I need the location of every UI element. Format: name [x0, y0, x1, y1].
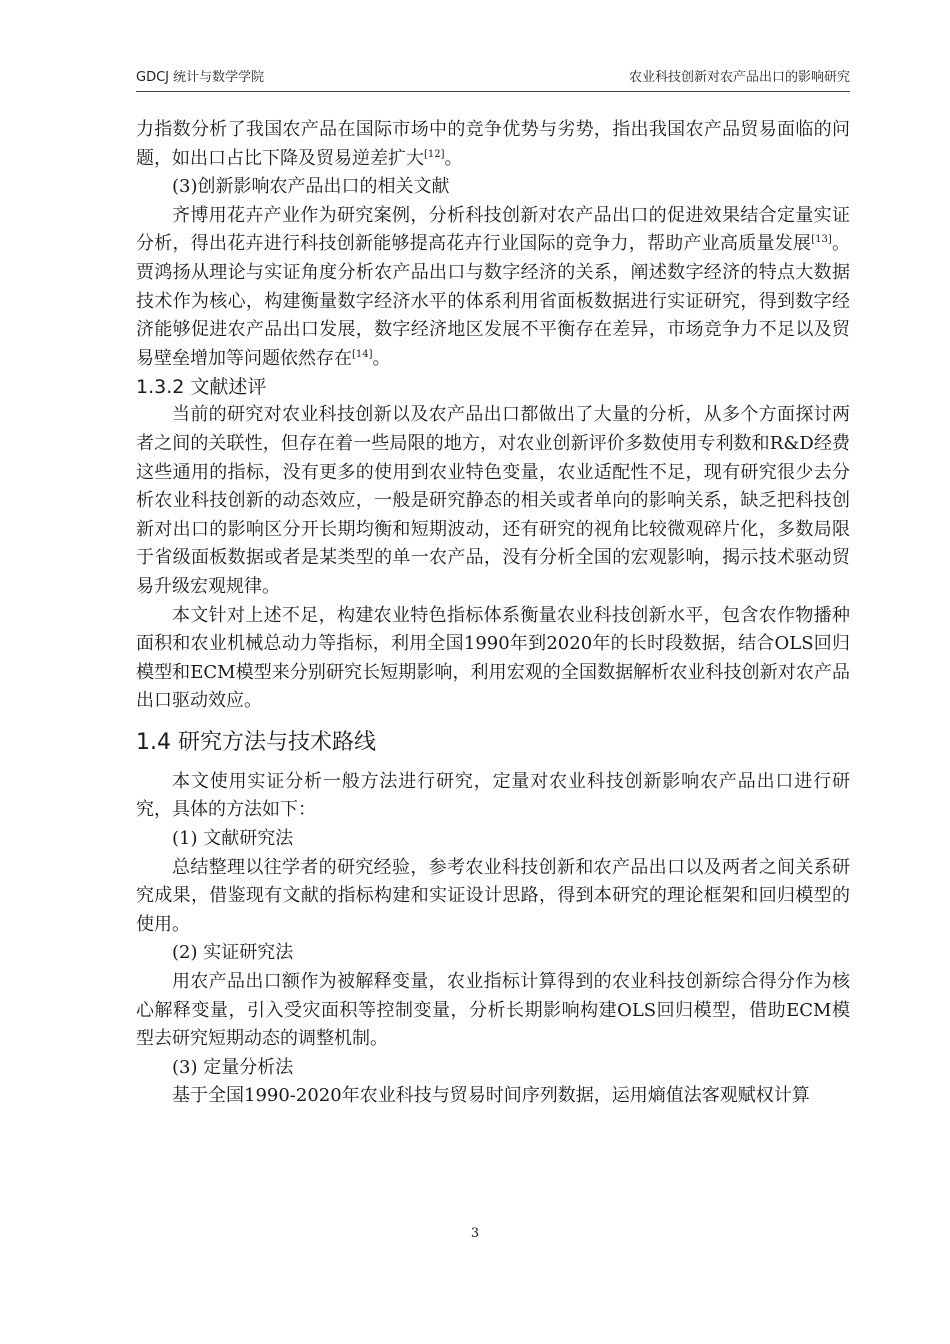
paragraph-methods-intro: 本文使用实证分析一般方法进行研究，定量对农业科技创新影响农产品出口进行研究，具体的方法如下：: [136, 770, 850, 821]
paragraph-text: 齐博用花卉产业作为研究案例，分析科技创新对农产品出口的促进效果结合定量实证分析，得出花卉进行科技创新能够提高花卉行业国际的竞争力，帮助产业高质量发展: [136, 204, 850, 255]
paragraph-qibo: [136, 202, 850, 374]
heading-1-3-2: 1.3.2 文献述评: [136, 376, 267, 399]
method-item-2: (2) 实证研究法: [172, 942, 294, 964]
paragraph-end: 。: [372, 347, 391, 369]
paragraph-end: 。: [444, 147, 463, 169]
citation-14: [14]: [352, 348, 373, 360]
header-paper-title: 农业科技创新对农产品出口的影响研究: [628, 70, 850, 85]
citation-13: [13]: [811, 234, 832, 246]
paragraph-quantitative-method: 基于全国1990-2020年农业科技与贸易时间序列数据，运用熵值法客观赋权计算: [172, 1085, 810, 1107]
heading-1-4: 1.4 研究方法与技术路线: [136, 729, 376, 755]
paragraph-approach: 本文针对上述不足，构建农业特色指标体系衡量农业科技创新水平，包含农作物播种面积和农业机械总动力等指标，利用全国1990年到2020年的长时段数据，结合OLS回归模型和ECM模型来分别研究长短期影响，利用宏观的全国数据解析农业科技创新对农产品出口驱动效应。: [136, 604, 850, 712]
paragraph-continued: [136, 116, 850, 173]
page-body: [136, 116, 850, 1111]
header-institution: GDCJ 统计与数学学院: [136, 70, 265, 85]
paragraph-review: 当前的研究对农业科技创新以及农产品出口都做出了大量的分析，从多个方面探讨两者之间的关联性，但存在着一些局限的地方，对农业创新评价多数使用专利数和R&D经费这些通用的指标，没有更多的使用到农业特色变量，农业适配性不足，现有研究很少去分析农业科技创新的动态效应，一般是研究静态的相关或者单向的影响关系，缺乏把科技创新对出口的影响区分开长期均衡和短期波动，还有研究的视角比较微观碎片化，多数局限于省级面板数据或者是某类型的单一农产品，没有分析全国的宏观影响，揭示技术驱动贸易升级宏观规律。: [136, 404, 850, 597]
paragraph-empirical-method: 用农产品出口额作为被解释变量，农业指标计算得到的农业科技创新综合得分作为核心解释变量，引入受灾面积等控制变量，分析长期影响构建OLS回归模型，借助ECM模型去研究短期动态的调整机制。: [136, 971, 850, 1050]
paragraph-literature-method: 总结整理以往学者的研究经验，参考农业科技创新和农产品出口以及两者之间关系研究成果，借鉴现有文献的指标构建和实证设计思路，得到本研究的理论框架和回归模型的使用。: [136, 856, 850, 935]
citation-12: [12]: [424, 148, 445, 160]
paragraph-text: 。贾鸿扬从理论与实证角度分析农产品出口与数字经济的关系，阐述数字经济的特点大数据技术作为核心，构建衡量数字经济水平的体系利用省面板数据进行实证研究，得到数字经济能够促进农产品出口发展，数字经济地区发展不平衡存在差异，市场竞争力不足以及贸易壁垒增加等问题依然存在: [136, 233, 850, 369]
page-number: 3: [470, 1226, 480, 1241]
header-divider: [136, 91, 850, 92]
method-item-3: (3) 定量分析法: [172, 1056, 294, 1078]
running-header: [136, 66, 850, 90]
method-item-1: (1) 文献研究法: [172, 828, 294, 850]
paragraph-text: 力指数分析了我国农产品在国际市场中的竞争优势与劣势，指出我国农产品贸易面临的问题，如出口占比下降及贸易逆差扩大: [136, 119, 850, 169]
subsection-item-3: (3)创新影响农产品出口的相关文献: [172, 176, 450, 198]
